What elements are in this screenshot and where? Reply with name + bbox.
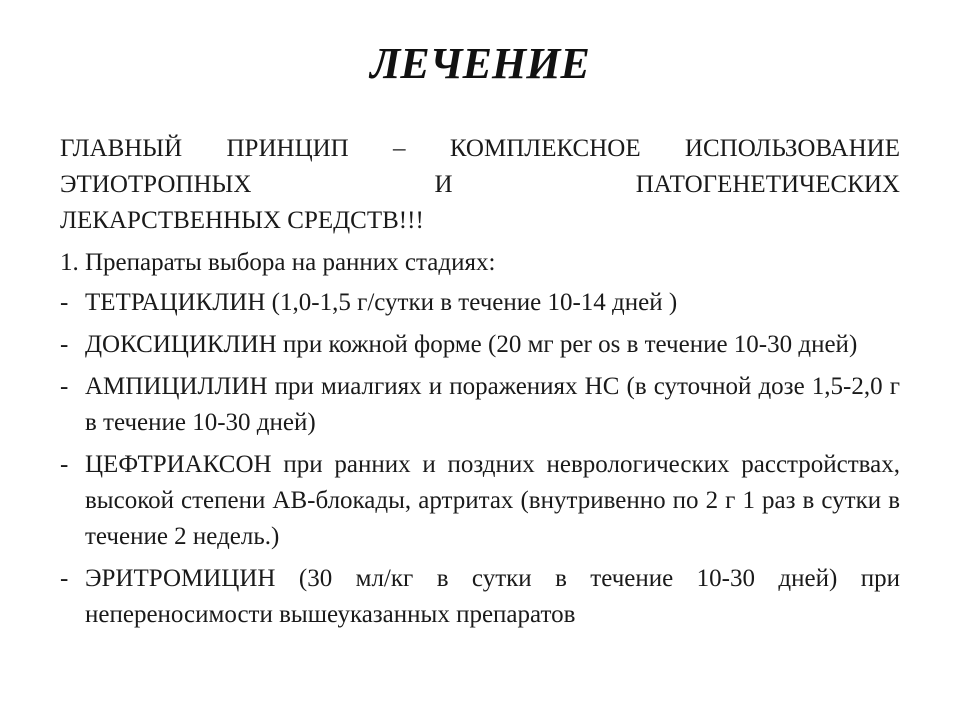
bullet-dash: - — [60, 289, 69, 316]
principle-line-3: ЛЕКАРСТВЕННЫХ СРЕДСТВ!!! — [60, 207, 424, 234]
bullet-dash: - — [60, 565, 69, 592]
bullet-dash: - — [60, 331, 69, 358]
slide-body — [60, 131, 900, 639]
bullet-dash: - — [60, 373, 69, 400]
principle-line-2: ЭТИОТРОПНЫХ И ПАТОГЕНЕТИЧЕСКИХ — [60, 171, 900, 198]
list-item-text: ТЕТРАЦИКЛИН (1,0-1,5 г/сутки в течение 10-14 дней ) — [85, 289, 678, 316]
principle-line-1: ГЛАВНЫЙ ПРИНЦИП – КОМПЛЕКСНОЕ ИСПОЛЬЗОВАНИЕ — [60, 135, 900, 162]
main-principle — [60, 131, 900, 239]
list-item-text: АМПИЦИЛЛИН при миалгиях и поражениях НС (в суточной дозе 1,5-2,0 г в течение 10-30 дней) — [85, 373, 900, 436]
list-item — [60, 369, 900, 441]
numbered-item: 1. Препараты выбора на ранних стадиях: — [60, 249, 496, 276]
list-item — [60, 285, 900, 321]
list-item — [60, 327, 900, 363]
list-item — [60, 561, 900, 633]
list-item-text: ЦЕФТРИАКСОН при ранних и поздних неврологических расстройствах, высокой степени АВ-блокады, артритах (внутривенно по 2 г 1 раз в сутки в течение 2 недель.) — [85, 451, 900, 550]
list-item-text: ДОКСИЦИКЛИН при кожной форме (20 мг per os в течение 10-30 дней) — [85, 331, 858, 358]
slide-title: ЛЕЧЕНИЕ — [370, 39, 590, 88]
list-item — [60, 447, 900, 555]
bullet-dash: - — [60, 451, 69, 478]
list-item-text: ЭРИТРОМИЦИН (30 мл/кг в сутки в течение 10-30 дней) при непереносимости вышеуказанных препаратов — [85, 565, 900, 628]
